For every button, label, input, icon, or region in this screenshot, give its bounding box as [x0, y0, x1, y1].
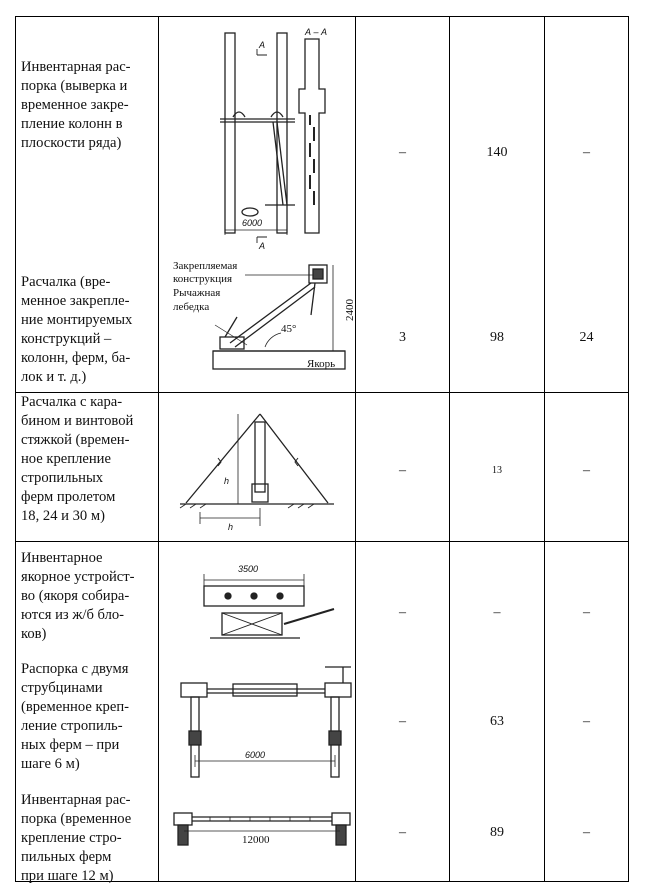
- figure-guy-turnbuckle-drawing: [178, 408, 338, 533]
- table-column-divider: [158, 16, 159, 882]
- figure-guy-line-winch-drawing: [165, 255, 356, 380]
- row-value-col4: 63: [490, 714, 504, 729]
- row-value-col4: 13: [492, 465, 502, 476]
- row-value-col3: 3: [399, 330, 406, 345]
- width-dimension: 3500: [238, 564, 259, 574]
- row-value-col4: –: [493, 605, 501, 620]
- figure-column-strut-drawing: [205, 25, 350, 250]
- fixed-structure-label-2: конструкция: [173, 273, 233, 285]
- row-value-col5: –: [583, 145, 590, 160]
- fixed-structure-label-1: Закрепляемая: [173, 260, 238, 272]
- row-value-col5: 24: [579, 330, 594, 345]
- row-value-col3: –: [399, 605, 406, 620]
- row-value-col3: –: [399, 463, 406, 478]
- span-dimension: 6000: [242, 218, 263, 228]
- figure-strut-two-clamps-drawing: [175, 663, 355, 783]
- horizontal-mark: h: [228, 522, 234, 532]
- row-name: Инвентарная рас- порка (временное крепление стро- пильных ферм при шаге 12 м): [21, 792, 132, 884]
- span-dimension: 12000: [242, 834, 270, 846]
- row-value-col4: 98: [490, 330, 504, 345]
- figure-anchor-device-drawing: [200, 558, 340, 648]
- height-mark: h: [224, 476, 230, 486]
- row-name: Распорка с двумя струбцинами (временное креп- ление стропиль- ных ферм – при шаге 6 м): [21, 661, 129, 772]
- figure-strut-12m: [170, 805, 355, 850]
- row-name: Инвентарная рас- порка (выверка и временное закре- пление колонн в плоскости ряда): [21, 59, 131, 151]
- section-mark-top: А: [259, 40, 266, 50]
- figure-anchor-device: [200, 558, 340, 648]
- section-mark-bottom: А: [259, 241, 266, 251]
- table-border-top: [15, 16, 629, 17]
- table-border-left: [15, 16, 16, 882]
- row-value-col5: –: [583, 714, 590, 729]
- row-name: Инвентарное якорное устройст- во (якоря собира- ются из ж/б бло- ков): [21, 550, 135, 642]
- figure-strut-two-clamps: [175, 663, 355, 783]
- figure-guy-turnbuckle: [178, 408, 338, 533]
- anchor-label: Якорь: [307, 358, 336, 370]
- figure-strut-12m-drawing: [170, 805, 355, 850]
- row-name: Расчалка с кара- бином и винтовой стяжкой (времен- ное крепление стропильных ферм пролетом 18, 24 и 30 м): [21, 394, 134, 524]
- row-value-col3: –: [399, 825, 406, 840]
- span-dimension: 6000: [245, 750, 266, 760]
- figure-column-strut: [205, 25, 350, 250]
- lever-winch-label-2: лебедка: [173, 301, 210, 313]
- row-value-col5: –: [583, 463, 590, 478]
- row-name: Расчалка (вре- менное закрепле- ние монтируемых конструкций – колонн, ферм, ба- лок и т. д.): [21, 274, 133, 385]
- row-value-col5: –: [583, 825, 590, 840]
- table-border-right: [628, 16, 629, 882]
- row-value-col3: –: [399, 714, 406, 729]
- row-value-col4: 89: [490, 825, 504, 840]
- figure-guy-line-winch: [165, 255, 356, 380]
- height-dimension: 2400: [344, 299, 356, 321]
- lever-winch-label-1: Рычажная: [173, 287, 221, 299]
- row-value-col4: 140: [486, 145, 508, 160]
- angle-label: 45°: [281, 323, 297, 335]
- section-title: А – А: [305, 27, 328, 37]
- table-row-divider: [15, 541, 629, 542]
- row-value-col3: –: [399, 145, 406, 160]
- row-value-col5: –: [583, 605, 590, 620]
